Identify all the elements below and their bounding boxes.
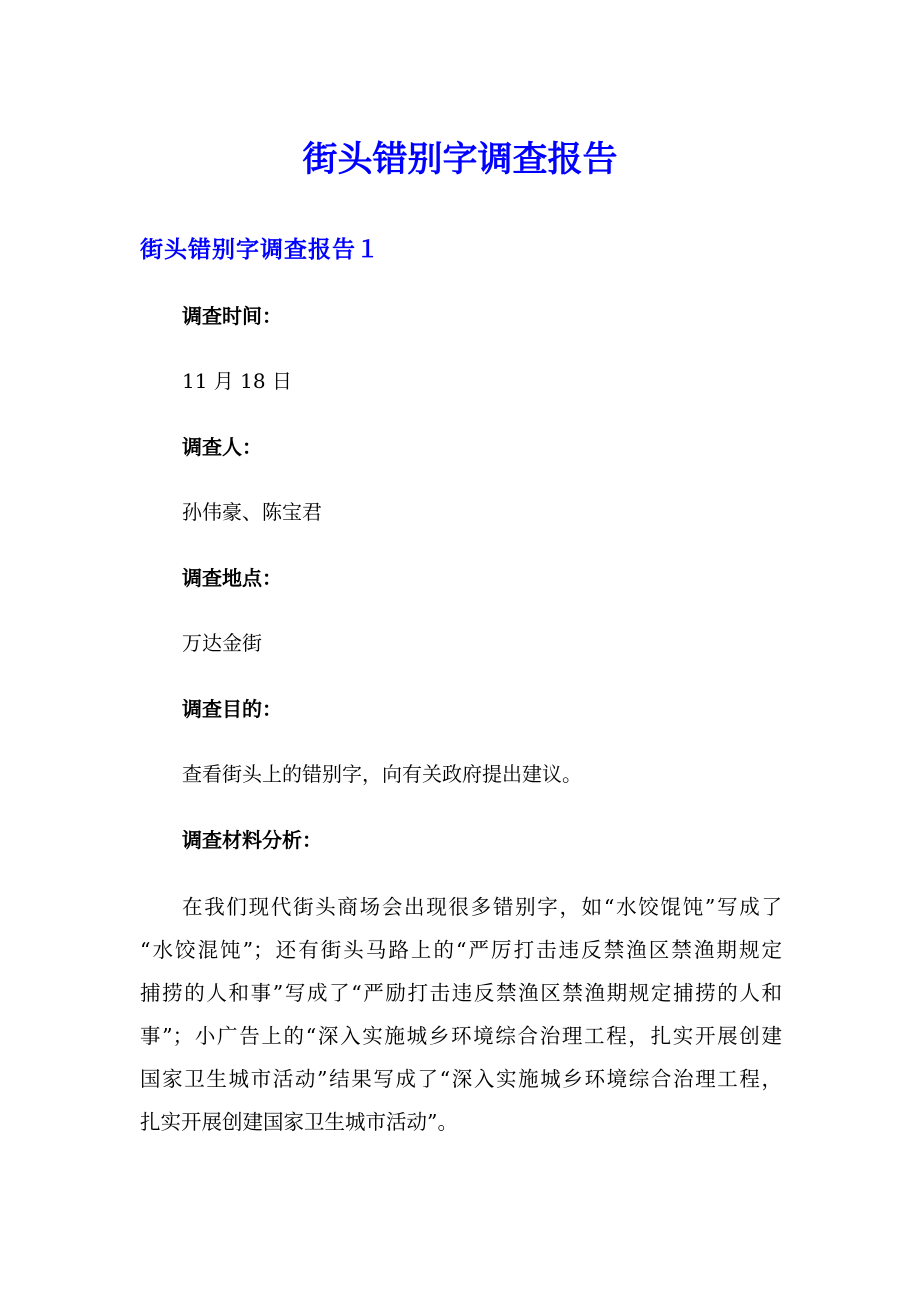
analysis-line: “水饺混饨”；还有街头马路上的“严厉打击违反禁渔区禁渔期规定 [140,938,782,962]
analysis-paragraph [140,886,782,1144]
analysis-line: 捕捞的人和事”写成了“严励打击违反禁渔区禁渔期规定捕捞的人和 [140,981,782,1005]
document-title: 街头错别字调查报告 [302,139,618,180]
survey-purpose-label: 调查目的： [182,697,282,721]
analysis-label: 调查材料分析： [182,828,322,852]
survey-purpose-value: 查看街头上的错别字，向有关政府提出建议。 [182,762,582,786]
survey-location-value: 万达金街 [182,631,262,655]
analysis-line: 在我们现代街头商场会出现很多错别字，如“水饺馄饨”写成了 [182,895,782,919]
surveyors-value: 孙伟豪、陈宝君 [182,500,322,524]
section-heading: 街头错别字调查报告１ [140,236,380,263]
surveyors-label: 调查人： [182,435,262,459]
analysis-line: 扎实开展创建国家卫生城市活动”。 [140,1110,458,1134]
survey-location-label: 调查地点： [182,566,282,590]
analysis-line: 国家卫生城市活动”结果写成了“深入实施城乡环境综合治理工程， [140,1067,782,1091]
survey-time-value: 11 月 18 日 [182,369,292,393]
analysis-line: 事”；小广告上的“深入实施城乡环境综合治理工程，扎实开展创建 [140,1024,782,1048]
survey-time-label: 调查时间： [182,304,282,328]
